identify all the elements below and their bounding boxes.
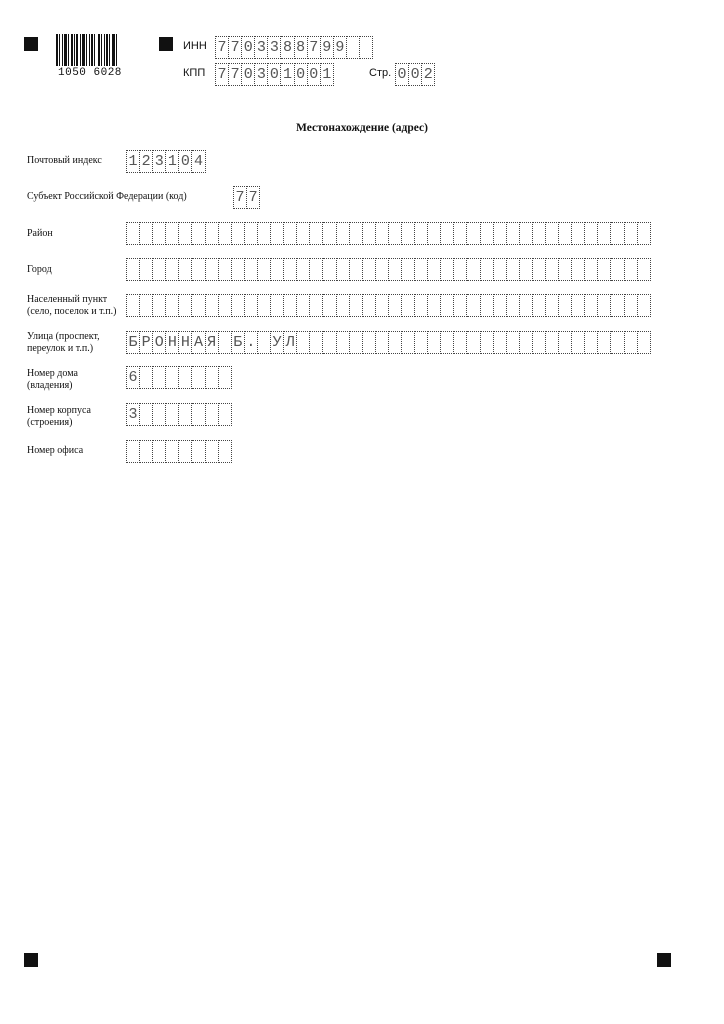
- char-cell[interactable]: 0: [308, 63, 321, 86]
- char-cell[interactable]: [546, 222, 559, 245]
- char-cell[interactable]: [481, 294, 494, 317]
- char-cell[interactable]: [126, 294, 140, 317]
- char-cell[interactable]: 0: [395, 63, 409, 86]
- char-cell[interactable]: О: [153, 331, 166, 354]
- char-cell[interactable]: [611, 294, 624, 317]
- char-cell[interactable]: [166, 403, 179, 426]
- char-cell[interactable]: [481, 258, 494, 281]
- char-cell[interactable]: [559, 222, 572, 245]
- page-label: Стр.: [369, 67, 392, 79]
- char-cell[interactable]: 3: [268, 36, 281, 59]
- char-cell[interactable]: 0: [268, 63, 281, 86]
- char-cell[interactable]: [310, 331, 323, 354]
- char-cell[interactable]: [179, 403, 192, 426]
- char-cell[interactable]: [310, 258, 323, 281]
- char-cell[interactable]: [441, 258, 454, 281]
- char-cell[interactable]: 9: [321, 36, 334, 59]
- char-cell[interactable]: [572, 294, 585, 317]
- field-label-building-number: Номер корпуса (строения): [27, 405, 91, 428]
- char-cell[interactable]: [559, 331, 572, 354]
- char-cell[interactable]: [284, 258, 297, 281]
- char-cell[interactable]: [245, 222, 258, 245]
- char-cell[interactable]: 1: [321, 63, 334, 86]
- char-cell[interactable]: 7: [215, 63, 229, 86]
- char-cell[interactable]: [179, 222, 192, 245]
- char-cell[interactable]: Б: [126, 331, 140, 354]
- char-cell[interactable]: [179, 440, 192, 463]
- kpp-field[interactable]: [215, 63, 334, 85]
- char-cell[interactable]: [347, 36, 360, 59]
- char-cell[interactable]: [611, 222, 624, 245]
- char-cell[interactable]: [376, 294, 389, 317]
- char-cell[interactable]: 7: [215, 36, 229, 59]
- corner-marker-bottom-left: [24, 953, 38, 967]
- char-cell[interactable]: [126, 222, 140, 245]
- char-cell[interactable]: [572, 331, 585, 354]
- char-cell[interactable]: [153, 366, 166, 389]
- char-cell[interactable]: [625, 331, 638, 354]
- char-cell[interactable]: 3: [153, 150, 166, 173]
- char-cell[interactable]: [166, 440, 179, 463]
- char-cell[interactable]: [192, 222, 205, 245]
- char-cell[interactable]: [533, 331, 546, 354]
- char-cell[interactable]: [611, 258, 624, 281]
- char-cell[interactable]: 1: [166, 150, 179, 173]
- char-cell[interactable]: [153, 258, 166, 281]
- char-cell[interactable]: [428, 258, 441, 281]
- char-cell[interactable]: [520, 331, 533, 354]
- char-cell[interactable]: [179, 294, 192, 317]
- char-cell[interactable]: [166, 294, 179, 317]
- char-cell[interactable]: 7: [233, 186, 247, 209]
- field-label-city: Город: [27, 264, 52, 275]
- char-cell[interactable]: [402, 331, 415, 354]
- char-cell[interactable]: [219, 440, 232, 463]
- char-cell[interactable]: [153, 294, 166, 317]
- corner-marker-top-left: [24, 37, 38, 51]
- char-cell[interactable]: [428, 294, 441, 317]
- char-cell[interactable]: [585, 258, 598, 281]
- char-cell[interactable]: [533, 294, 546, 317]
- char-cell[interactable]: [520, 294, 533, 317]
- char-cell[interactable]: [337, 294, 350, 317]
- field-label-street: Улица (проспект, переулок и т.п.): [27, 331, 100, 354]
- char-cell[interactable]: [245, 258, 258, 281]
- char-cell[interactable]: Н: [166, 331, 179, 354]
- char-cell[interactable]: [297, 294, 310, 317]
- char-cell[interactable]: 8: [295, 36, 308, 59]
- char-cell[interactable]: Б: [232, 331, 245, 354]
- char-cell[interactable]: [389, 331, 402, 354]
- char-cell[interactable]: 7: [308, 36, 321, 59]
- char-cell[interactable]: [363, 258, 376, 281]
- char-cell[interactable]: [520, 222, 533, 245]
- postal-code-field[interactable]: [126, 150, 206, 172]
- char-cell[interactable]: [559, 258, 572, 281]
- char-cell[interactable]: [323, 222, 336, 245]
- char-cell[interactable]: [219, 258, 232, 281]
- char-cell[interactable]: 2: [140, 150, 153, 173]
- char-cell[interactable]: [638, 222, 651, 245]
- char-cell[interactable]: 0: [242, 63, 255, 86]
- char-cell[interactable]: [598, 294, 611, 317]
- char-cell[interactable]: 2: [422, 63, 435, 86]
- char-cell[interactable]: [611, 331, 624, 354]
- char-cell[interactable]: Р: [140, 331, 153, 354]
- char-cell[interactable]: [245, 294, 258, 317]
- char-cell[interactable]: [481, 222, 494, 245]
- char-cell[interactable]: [598, 222, 611, 245]
- corner-marker-bottom-right: [657, 953, 671, 967]
- char-cell[interactable]: [507, 331, 520, 354]
- char-cell[interactable]: А: [192, 331, 205, 354]
- char-cell[interactable]: [140, 440, 153, 463]
- char-cell[interactable]: [310, 222, 323, 245]
- char-cell[interactable]: 8: [281, 36, 294, 59]
- char-cell[interactable]: [206, 294, 219, 317]
- char-cell[interactable]: [363, 294, 376, 317]
- char-cell[interactable]: [402, 258, 415, 281]
- char-cell[interactable]: [415, 258, 428, 281]
- char-cell[interactable]: [337, 222, 350, 245]
- char-cell[interactable]: [402, 222, 415, 245]
- char-cell[interactable]: 7: [247, 186, 260, 209]
- char-cell[interactable]: 0: [409, 63, 422, 86]
- char-cell[interactable]: [376, 258, 389, 281]
- inn-field[interactable]: [215, 36, 373, 58]
- char-cell[interactable]: [376, 222, 389, 245]
- barcode-image: [56, 34, 136, 66]
- char-cell[interactable]: [350, 222, 363, 245]
- char-cell[interactable]: [192, 403, 205, 426]
- char-cell[interactable]: [415, 294, 428, 317]
- char-cell[interactable]: [140, 366, 153, 389]
- char-cell[interactable]: [494, 222, 507, 245]
- char-cell[interactable]: [206, 440, 219, 463]
- region-code-field[interactable]: [233, 186, 260, 208]
- page-number-field[interactable]: [395, 63, 435, 85]
- char-cell[interactable]: [638, 294, 651, 317]
- char-cell[interactable]: [546, 294, 559, 317]
- char-cell[interactable]: 1: [281, 63, 294, 86]
- char-cell[interactable]: [192, 258, 205, 281]
- char-cell[interactable]: [441, 222, 454, 245]
- char-cell[interactable]: [350, 258, 363, 281]
- office-number-field[interactable]: [126, 440, 232, 462]
- char-cell[interactable]: [585, 294, 598, 317]
- char-cell[interactable]: [572, 258, 585, 281]
- char-cell[interactable]: [572, 222, 585, 245]
- char-cell[interactable]: [428, 222, 441, 245]
- street-field[interactable]: [126, 331, 651, 353]
- char-cell[interactable]: [219, 403, 232, 426]
- char-cell[interactable]: [232, 294, 245, 317]
- char-cell[interactable]: [389, 222, 402, 245]
- char-cell[interactable]: [389, 258, 402, 281]
- char-cell[interactable]: [363, 331, 376, 354]
- char-cell[interactable]: [533, 222, 546, 245]
- char-cell[interactable]: [166, 258, 179, 281]
- char-cell[interactable]: [166, 222, 179, 245]
- char-cell[interactable]: 3: [255, 63, 268, 86]
- char-cell[interactable]: [350, 294, 363, 317]
- char-cell[interactable]: [546, 258, 559, 281]
- char-cell[interactable]: [350, 331, 363, 354]
- char-cell[interactable]: У: [271, 331, 284, 354]
- char-cell[interactable]: [166, 366, 179, 389]
- char-cell[interactable]: 9: [334, 36, 347, 59]
- char-cell[interactable]: [546, 331, 559, 354]
- barcode-digits: 1050 6028: [58, 67, 122, 79]
- field-label-postal-code: Почтовый индекс: [27, 155, 102, 166]
- char-cell[interactable]: [598, 258, 611, 281]
- char-cell[interactable]: [494, 331, 507, 354]
- char-cell[interactable]: [297, 222, 310, 245]
- char-cell[interactable]: [598, 331, 611, 354]
- field-label-house-number: Номер дома (владения): [27, 368, 78, 391]
- char-cell[interactable]: [638, 331, 651, 354]
- char-cell[interactable]: [454, 222, 467, 245]
- char-cell[interactable]: [192, 440, 205, 463]
- char-cell[interactable]: [271, 294, 284, 317]
- char-cell[interactable]: [206, 366, 219, 389]
- char-cell[interactable]: 0: [242, 36, 255, 59]
- char-cell[interactable]: [258, 331, 271, 354]
- char-cell[interactable]: [192, 294, 205, 317]
- char-cell[interactable]: [232, 258, 245, 281]
- char-cell[interactable]: [360, 36, 373, 59]
- char-cell[interactable]: 3: [126, 403, 140, 426]
- char-cell[interactable]: [559, 294, 572, 317]
- inn-label: ИНН: [183, 40, 207, 52]
- char-cell[interactable]: [625, 222, 638, 245]
- char-cell[interactable]: [585, 222, 598, 245]
- char-cell[interactable]: [494, 294, 507, 317]
- char-cell[interactable]: [323, 331, 336, 354]
- char-cell[interactable]: [258, 258, 271, 281]
- kpp-label: КПП: [183, 67, 206, 79]
- char-cell[interactable]: [284, 222, 297, 245]
- char-cell[interactable]: 4: [192, 150, 205, 173]
- char-cell[interactable]: [258, 222, 271, 245]
- char-cell[interactable]: [389, 294, 402, 317]
- char-cell[interactable]: [507, 258, 520, 281]
- char-cell[interactable]: [140, 222, 153, 245]
- char-cell[interactable]: [441, 294, 454, 317]
- city-field[interactable]: [126, 258, 651, 280]
- char-cell[interactable]: [219, 294, 232, 317]
- char-cell[interactable]: [219, 331, 232, 354]
- char-cell[interactable]: [507, 222, 520, 245]
- char-cell[interactable]: [363, 222, 376, 245]
- char-cell[interactable]: [206, 403, 219, 426]
- corner-marker-top-center: [159, 37, 173, 51]
- char-cell[interactable]: [533, 258, 546, 281]
- char-cell[interactable]: 7: [229, 36, 242, 59]
- char-cell[interactable]: [219, 366, 232, 389]
- house-number-field[interactable]: [126, 366, 232, 388]
- building-number-field[interactable]: [126, 403, 232, 425]
- char-cell[interactable]: [179, 258, 192, 281]
- char-cell[interactable]: [206, 222, 219, 245]
- char-cell[interactable]: 0: [295, 63, 308, 86]
- char-cell[interactable]: [179, 366, 192, 389]
- char-cell[interactable]: [638, 258, 651, 281]
- char-cell[interactable]: [625, 258, 638, 281]
- char-cell[interactable]: [467, 222, 480, 245]
- char-cell[interactable]: [585, 331, 598, 354]
- char-cell[interactable]: [494, 258, 507, 281]
- char-cell[interactable]: [337, 331, 350, 354]
- char-cell[interactable]: [323, 258, 336, 281]
- char-cell[interactable]: [140, 258, 153, 281]
- char-cell[interactable]: [153, 440, 166, 463]
- char-cell[interactable]: [297, 258, 310, 281]
- char-cell[interactable]: [428, 331, 441, 354]
- char-cell[interactable]: 3: [255, 36, 268, 59]
- char-cell[interactable]: [415, 331, 428, 354]
- char-cell[interactable]: Н: [179, 331, 192, 354]
- char-cell[interactable]: 1: [126, 150, 140, 173]
- char-cell[interactable]: [284, 294, 297, 317]
- field-label-locality: Населенный пункт (село, поселок и т.п.): [27, 294, 117, 317]
- char-cell[interactable]: [467, 258, 480, 281]
- char-cell[interactable]: .: [245, 331, 258, 354]
- char-cell[interactable]: [402, 294, 415, 317]
- field-label-district: Район: [27, 228, 53, 239]
- char-cell[interactable]: [337, 258, 350, 281]
- char-cell[interactable]: [520, 258, 533, 281]
- char-cell[interactable]: 6: [126, 366, 140, 389]
- char-cell[interactable]: [192, 366, 205, 389]
- locality-field[interactable]: [126, 294, 651, 316]
- char-cell[interactable]: [467, 331, 480, 354]
- char-cell[interactable]: [441, 331, 454, 354]
- char-cell[interactable]: [323, 294, 336, 317]
- char-cell[interactable]: [481, 331, 494, 354]
- char-cell[interactable]: [507, 294, 520, 317]
- char-cell[interactable]: [219, 222, 232, 245]
- char-cell[interactable]: [126, 440, 140, 463]
- char-cell[interactable]: [232, 222, 245, 245]
- char-cell[interactable]: [625, 294, 638, 317]
- char-cell[interactable]: [467, 294, 480, 317]
- char-cell[interactable]: 7: [229, 63, 242, 86]
- char-cell[interactable]: [454, 294, 467, 317]
- char-cell[interactable]: 0: [179, 150, 192, 173]
- char-cell[interactable]: [153, 403, 166, 426]
- char-cell[interactable]: [454, 331, 467, 354]
- char-cell[interactable]: [140, 294, 153, 317]
- field-label-office-number: Номер офиса: [27, 445, 84, 456]
- char-cell[interactable]: [258, 294, 271, 317]
- field-label-region-code: Субъект Российской Федерации (код): [27, 191, 187, 202]
- section-title: Местонахождение (адрес): [296, 122, 428, 134]
- char-cell[interactable]: [140, 403, 153, 426]
- char-cell[interactable]: Л: [284, 331, 297, 354]
- char-cell[interactable]: [415, 222, 428, 245]
- char-cell[interactable]: [126, 258, 140, 281]
- char-cell[interactable]: [206, 258, 219, 281]
- char-cell[interactable]: Я: [206, 331, 219, 354]
- char-cell[interactable]: [297, 331, 310, 354]
- char-cell[interactable]: [376, 331, 389, 354]
- char-cell[interactable]: [271, 258, 284, 281]
- char-cell[interactable]: [153, 222, 166, 245]
- district-field[interactable]: [126, 222, 651, 244]
- char-cell[interactable]: [310, 294, 323, 317]
- char-cell[interactable]: [271, 222, 284, 245]
- char-cell[interactable]: [454, 258, 467, 281]
